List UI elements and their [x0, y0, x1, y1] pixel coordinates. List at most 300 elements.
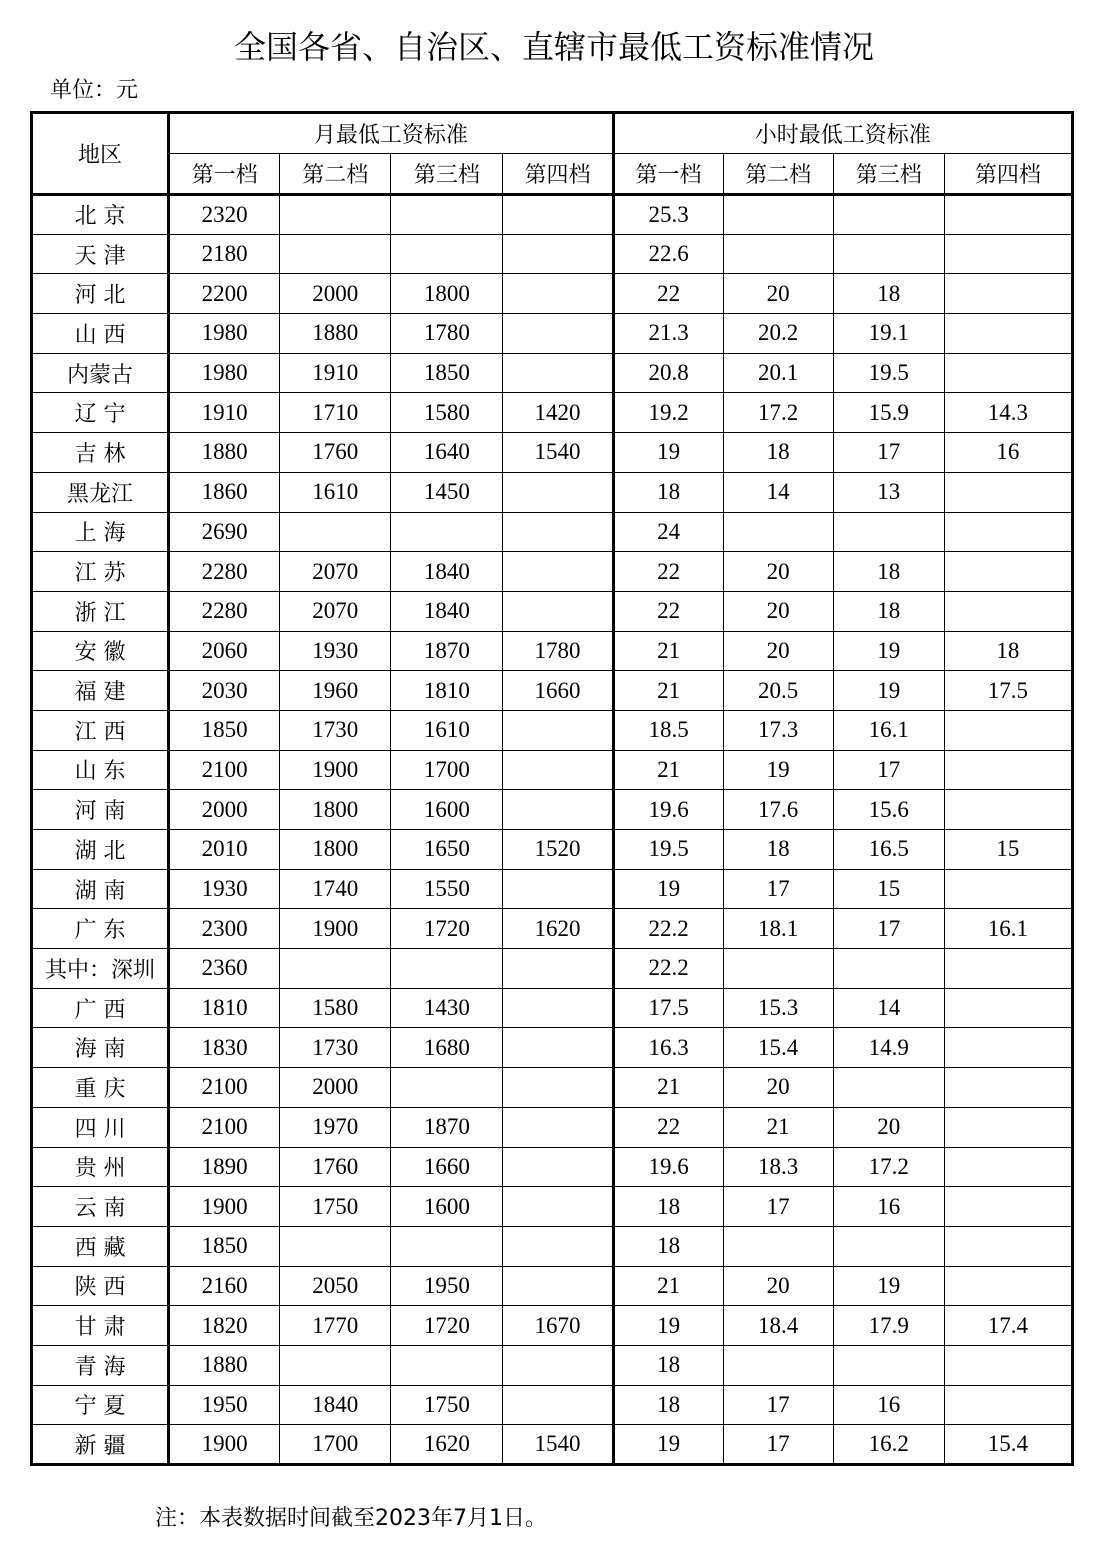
hourly-grade-4-cell: 14.3: [944, 393, 1072, 433]
region-cell: 海 南: [32, 1028, 169, 1068]
hourly-grade-4-cell: 16.1: [944, 909, 1072, 949]
hourly-grade-1-cell: 21: [613, 671, 723, 711]
hourly-grade-3-cell: [833, 234, 944, 274]
monthly-grade-4-cell: [503, 274, 613, 314]
monthly-grade-4-cell: [503, 790, 613, 830]
hourly-grade-3-cell: 16.1: [833, 710, 944, 750]
monthly-grade-1-cell: 1880: [169, 1345, 280, 1385]
monthly-grade-3-cell: 1580: [391, 393, 503, 433]
monthly-grade-3-cell: 1650: [391, 830, 503, 870]
hourly-grade-2-cell: 17: [723, 869, 833, 909]
monthly-grade-3-cell: 1750: [391, 1385, 503, 1425]
region-cell: 甘 肃: [32, 1306, 169, 1346]
table-row: [32, 988, 1073, 1028]
hourly-grade-3-cell: 15.6: [833, 790, 944, 830]
hourly-grade-2-cell: 20: [723, 274, 833, 314]
monthly-grade-1-cell: 1930: [169, 869, 280, 909]
monthly-grade-2-cell: 2070: [280, 591, 391, 631]
monthly-grade-1-cell: 2100: [169, 750, 280, 790]
monthly-grade-4-cell: 1660: [503, 671, 613, 711]
hourly-grade-3-cell: 16.5: [833, 830, 944, 870]
region-cell: 广 东: [32, 909, 169, 949]
monthly-grade-3-cell: 1720: [391, 909, 503, 949]
region-cell: 湖 北: [32, 830, 169, 870]
table-row: [32, 750, 1073, 790]
table-row: [32, 1107, 1073, 1147]
header-hourly-grade-3: 第三档: [833, 154, 944, 195]
monthly-grade-3-cell: 1870: [391, 631, 503, 671]
monthly-grade-1-cell: 2300: [169, 909, 280, 949]
monthly-grade-4-cell: [503, 591, 613, 631]
hourly-grade-1-cell: 19.6: [613, 790, 723, 830]
monthly-grade-3-cell: 1660: [391, 1147, 503, 1187]
hourly-grade-3-cell: 18: [833, 591, 944, 631]
hourly-grade-2-cell: 20: [723, 591, 833, 631]
hourly-grade-2-cell: 18.3: [723, 1147, 833, 1187]
monthly-grade-3-cell: 1840: [391, 552, 503, 592]
monthly-grade-2-cell: 1900: [280, 750, 391, 790]
hourly-grade-2-cell: 20.5: [723, 671, 833, 711]
monthly-grade-1-cell: 2010: [169, 830, 280, 870]
table-row: [32, 353, 1073, 393]
table-row: [32, 472, 1073, 512]
region-cell: 吉 林: [32, 433, 169, 473]
region-cell: 湖 南: [32, 869, 169, 909]
hourly-grade-4-cell: [944, 949, 1072, 989]
hourly-grade-4-cell: [944, 869, 1072, 909]
monthly-grade-1-cell: 1910: [169, 393, 280, 433]
hourly-grade-1-cell: 22: [613, 591, 723, 631]
hourly-grade-3-cell: 13: [833, 472, 944, 512]
monthly-grade-2-cell: 1930: [280, 631, 391, 671]
monthly-grade-3-cell: 1450: [391, 472, 503, 512]
hourly-grade-4-cell: 17.5: [944, 671, 1072, 711]
region-cell: 宁 夏: [32, 1385, 169, 1425]
hourly-grade-3-cell: 19: [833, 671, 944, 711]
unit-label: 单位：元: [50, 78, 139, 103]
hourly-grade-1-cell: 19.2: [613, 393, 723, 433]
table-row: [32, 314, 1073, 354]
table-row: [32, 1345, 1073, 1385]
monthly-grade-3-cell: 1600: [391, 790, 503, 830]
monthly-grade-1-cell: 2180: [169, 234, 280, 274]
hourly-grade-3-cell: [833, 195, 944, 235]
monthly-grade-1-cell: 2100: [169, 1068, 280, 1108]
table-row: [32, 949, 1073, 989]
table-row: [32, 274, 1073, 314]
hourly-grade-3-cell: [833, 949, 944, 989]
hourly-grade-4-cell: [944, 234, 1072, 274]
monthly-grade-3-cell: 1610: [391, 710, 503, 750]
hourly-grade-3-cell: 19: [833, 631, 944, 671]
monthly-grade-2-cell: [280, 512, 391, 552]
monthly-grade-3-cell: 1800: [391, 274, 503, 314]
hourly-grade-1-cell: 21.3: [613, 314, 723, 354]
monthly-grade-3-cell: [391, 1226, 503, 1266]
monthly-grade-3-cell: 1850: [391, 353, 503, 393]
hourly-grade-1-cell: 22: [613, 1107, 723, 1147]
hourly-grade-2-cell: 17: [723, 1425, 833, 1465]
monthly-grade-4-cell: [503, 1187, 613, 1227]
table-row: [32, 1226, 1073, 1266]
region-cell: 山 西: [32, 314, 169, 354]
monthly-grade-4-cell: [503, 234, 613, 274]
hourly-grade-4-cell: [944, 472, 1072, 512]
hourly-grade-3-cell: 20: [833, 1107, 944, 1147]
hourly-grade-2-cell: 14: [723, 472, 833, 512]
hourly-grade-1-cell: 21: [613, 631, 723, 671]
hourly-grade-1-cell: 19: [613, 1306, 723, 1346]
hourly-grade-3-cell: 19.1: [833, 314, 944, 354]
monthly-grade-3-cell: 1430: [391, 988, 503, 1028]
header-region: 地区: [32, 113, 169, 195]
hourly-grade-4-cell: [944, 314, 1072, 354]
hourly-grade-1-cell: 21: [613, 1266, 723, 1306]
monthly-grade-2-cell: 1970: [280, 1107, 391, 1147]
monthly-grade-2-cell: 1840: [280, 1385, 391, 1425]
monthly-grade-2-cell: [280, 195, 391, 235]
monthly-grade-3-cell: 1620: [391, 1425, 503, 1465]
region-cell: 云 南: [32, 1187, 169, 1227]
hourly-grade-1-cell: 18: [613, 472, 723, 512]
table-row: [32, 830, 1073, 870]
monthly-grade-3-cell: [391, 512, 503, 552]
hourly-grade-4-cell: [944, 988, 1072, 1028]
monthly-grade-4-cell: [503, 1028, 613, 1068]
monthly-grade-1-cell: 1950: [169, 1385, 280, 1425]
table-row: [32, 710, 1073, 750]
minimum-wage-table: [30, 111, 1074, 1466]
table-row: [32, 433, 1073, 473]
monthly-grade-4-cell: [503, 512, 613, 552]
hourly-grade-1-cell: 18: [613, 1187, 723, 1227]
hourly-grade-1-cell: 18: [613, 1385, 723, 1425]
monthly-grade-1-cell: 2100: [169, 1107, 280, 1147]
monthly-grade-2-cell: 1800: [280, 790, 391, 830]
hourly-grade-4-cell: [944, 1147, 1072, 1187]
monthly-grade-2-cell: 1760: [280, 433, 391, 473]
hourly-grade-3-cell: 17.9: [833, 1306, 944, 1346]
monthly-grade-3-cell: 1700: [391, 750, 503, 790]
region-cell: 江 西: [32, 710, 169, 750]
region-cell: 福 建: [32, 671, 169, 711]
region-cell: 四 川: [32, 1107, 169, 1147]
hourly-grade-3-cell: [833, 1068, 944, 1108]
hourly-grade-2-cell: 18: [723, 433, 833, 473]
region-cell: 辽 宁: [32, 393, 169, 433]
hourly-grade-1-cell: 20.8: [613, 353, 723, 393]
page-title: 全国各省、自治区、直辖市最低工资标准情况: [233, 28, 874, 66]
monthly-grade-2-cell: 2000: [280, 1068, 391, 1108]
monthly-grade-3-cell: 1640: [391, 433, 503, 473]
hourly-grade-2-cell: [723, 195, 833, 235]
header-hourly-grade-2: 第二档: [723, 154, 833, 195]
monthly-grade-1-cell: 2060: [169, 631, 280, 671]
monthly-grade-2-cell: [280, 1226, 391, 1266]
monthly-grade-4-cell: 1670: [503, 1306, 613, 1346]
hourly-grade-3-cell: 17: [833, 433, 944, 473]
hourly-grade-1-cell: 16.3: [613, 1028, 723, 1068]
hourly-grade-4-cell: [944, 1266, 1072, 1306]
hourly-grade-1-cell: 22: [613, 552, 723, 592]
hourly-grade-2-cell: 20: [723, 552, 833, 592]
monthly-grade-1-cell: 2320: [169, 195, 280, 235]
monthly-grade-4-cell: [503, 472, 613, 512]
monthly-grade-1-cell: 1860: [169, 472, 280, 512]
monthly-grade-3-cell: 1780: [391, 314, 503, 354]
region-cell: 重 庆: [32, 1068, 169, 1108]
monthly-grade-3-cell: 1950: [391, 1266, 503, 1306]
hourly-grade-1-cell: 18: [613, 1345, 723, 1385]
header-monthly-grade-4: 第四档: [503, 154, 613, 195]
monthly-grade-2-cell: 1760: [280, 1147, 391, 1187]
region-cell: 浙 江: [32, 591, 169, 631]
hourly-grade-1-cell: 25.3: [613, 195, 723, 235]
monthly-grade-3-cell: 1720: [391, 1306, 503, 1346]
hourly-grade-4-cell: 15: [944, 830, 1072, 870]
table-row: [32, 1068, 1073, 1108]
monthly-grade-1-cell: 1980: [169, 314, 280, 354]
table-row: [32, 1266, 1073, 1306]
hourly-grade-2-cell: [723, 1226, 833, 1266]
monthly-grade-1-cell: 2280: [169, 591, 280, 631]
hourly-grade-2-cell: 18.4: [723, 1306, 833, 1346]
monthly-grade-2-cell: 1750: [280, 1187, 391, 1227]
table-row: [32, 234, 1073, 274]
hourly-grade-2-cell: 21: [723, 1107, 833, 1147]
table-row: [32, 790, 1073, 830]
table-row: [32, 1187, 1073, 1227]
hourly-grade-3-cell: [833, 512, 944, 552]
hourly-grade-4-cell: [944, 195, 1072, 235]
monthly-grade-2-cell: [280, 234, 391, 274]
monthly-grade-2-cell: [280, 1345, 391, 1385]
hourly-grade-4-cell: [944, 552, 1072, 592]
region-cell: 河 北: [32, 274, 169, 314]
monthly-grade-4-cell: [503, 1226, 613, 1266]
monthly-grade-1-cell: 2160: [169, 1266, 280, 1306]
header-monthly-grade-3: 第三档: [391, 154, 503, 195]
region-cell: 内蒙古: [32, 353, 169, 393]
hourly-grade-3-cell: [833, 1345, 944, 1385]
hourly-grade-1-cell: 22.6: [613, 234, 723, 274]
table-row: [32, 393, 1073, 433]
monthly-grade-2-cell: 1800: [280, 830, 391, 870]
hourly-grade-2-cell: [723, 949, 833, 989]
monthly-grade-1-cell: 1880: [169, 433, 280, 473]
monthly-grade-2-cell: 2050: [280, 1266, 391, 1306]
hourly-grade-3-cell: 15: [833, 869, 944, 909]
hourly-grade-3-cell: 17: [833, 909, 944, 949]
monthly-grade-4-cell: [503, 710, 613, 750]
hourly-grade-1-cell: 17.5: [613, 988, 723, 1028]
monthly-grade-4-cell: [503, 195, 613, 235]
monthly-grade-1-cell: 1820: [169, 1306, 280, 1346]
monthly-grade-4-cell: [503, 314, 613, 354]
region-cell: 贵 州: [32, 1147, 169, 1187]
monthly-grade-2-cell: 1730: [280, 710, 391, 750]
header-monthly-grade-1: 第一档: [169, 154, 280, 195]
hourly-grade-3-cell: 16: [833, 1385, 944, 1425]
monthly-grade-4-cell: [503, 988, 613, 1028]
hourly-grade-2-cell: [723, 234, 833, 274]
hourly-grade-4-cell: [944, 274, 1072, 314]
monthly-grade-1-cell: 1810: [169, 988, 280, 1028]
hourly-grade-2-cell: 20: [723, 1068, 833, 1108]
table-row: [32, 552, 1073, 592]
region-cell: 西 藏: [32, 1226, 169, 1266]
hourly-grade-4-cell: 18: [944, 631, 1072, 671]
hourly-grade-4-cell: [944, 1028, 1072, 1068]
hourly-grade-4-cell: [944, 1385, 1072, 1425]
table-row: [32, 1028, 1073, 1068]
monthly-grade-1-cell: 1900: [169, 1425, 280, 1465]
hourly-grade-2-cell: 20.1: [723, 353, 833, 393]
hourly-grade-4-cell: [944, 1226, 1072, 1266]
monthly-grade-4-cell: [503, 1068, 613, 1108]
monthly-grade-3-cell: [391, 195, 503, 235]
region-cell: 新 疆: [32, 1425, 169, 1465]
table-row: [32, 869, 1073, 909]
region-cell: 青 海: [32, 1345, 169, 1385]
monthly-grade-1-cell: 1980: [169, 353, 280, 393]
hourly-grade-1-cell: 22.2: [613, 909, 723, 949]
table-row: [32, 631, 1073, 671]
monthly-grade-3-cell: [391, 234, 503, 274]
hourly-grade-3-cell: 17: [833, 750, 944, 790]
table-row: [32, 1306, 1073, 1346]
hourly-grade-1-cell: 21: [613, 1068, 723, 1108]
monthly-grade-2-cell: 1580: [280, 988, 391, 1028]
monthly-grade-3-cell: [391, 949, 503, 989]
monthly-grade-3-cell: [391, 1345, 503, 1385]
table-row: [32, 1425, 1073, 1465]
monthly-grade-3-cell: 1550: [391, 869, 503, 909]
hourly-grade-2-cell: 17.6: [723, 790, 833, 830]
monthly-grade-1-cell: 2360: [169, 949, 280, 989]
monthly-grade-3-cell: 1680: [391, 1028, 503, 1068]
monthly-grade-4-cell: [503, 1147, 613, 1187]
hourly-grade-4-cell: [944, 591, 1072, 631]
monthly-grade-2-cell: 1610: [280, 472, 391, 512]
region-cell: 上 海: [32, 512, 169, 552]
hourly-grade-2-cell: 19: [723, 750, 833, 790]
hourly-grade-2-cell: 17: [723, 1187, 833, 1227]
monthly-grade-4-cell: [503, 353, 613, 393]
hourly-grade-1-cell: 19: [613, 1425, 723, 1465]
monthly-grade-2-cell: 1730: [280, 1028, 391, 1068]
header-hourly: 小时最低工资标准: [613, 113, 1072, 154]
hourly-grade-2-cell: [723, 1345, 833, 1385]
region-cell: 江 苏: [32, 552, 169, 592]
monthly-grade-1-cell: 2000: [169, 790, 280, 830]
hourly-grade-4-cell: [944, 1187, 1072, 1227]
hourly-grade-1-cell: 19: [613, 433, 723, 473]
header-monthly: 月最低工资标准: [169, 113, 613, 154]
hourly-grade-2-cell: 15.3: [723, 988, 833, 1028]
header-hourly-grade-4: 第四档: [944, 154, 1072, 195]
monthly-grade-4-cell: [503, 1107, 613, 1147]
hourly-grade-1-cell: 21: [613, 750, 723, 790]
monthly-grade-4-cell: 1420: [503, 393, 613, 433]
hourly-grade-4-cell: [944, 353, 1072, 393]
monthly-grade-4-cell: 1620: [503, 909, 613, 949]
header-monthly-grade-2: 第二档: [280, 154, 391, 195]
hourly-grade-2-cell: 20: [723, 1266, 833, 1306]
region-cell: 其中：深圳: [32, 949, 169, 989]
monthly-grade-2-cell: 1740: [280, 869, 391, 909]
region-cell: 天 津: [32, 234, 169, 274]
monthly-grade-2-cell: 1900: [280, 909, 391, 949]
region-cell: 陕 西: [32, 1266, 169, 1306]
hourly-grade-1-cell: 18.5: [613, 710, 723, 750]
hourly-grade-2-cell: 18: [723, 830, 833, 870]
hourly-grade-1-cell: 19.6: [613, 1147, 723, 1187]
hourly-grade-3-cell: 16: [833, 1187, 944, 1227]
hourly-grade-3-cell: 16.2: [833, 1425, 944, 1465]
region-cell: 山 东: [32, 750, 169, 790]
hourly-grade-2-cell: 20.2: [723, 314, 833, 354]
table-row: [32, 1385, 1073, 1425]
hourly-grade-4-cell: 15.4: [944, 1425, 1072, 1465]
header-hourly-grade-1: 第一档: [613, 154, 723, 195]
monthly-grade-3-cell: 1810: [391, 671, 503, 711]
monthly-grade-3-cell: 1840: [391, 591, 503, 631]
table-row: [32, 591, 1073, 631]
hourly-grade-4-cell: [944, 1068, 1072, 1108]
monthly-grade-3-cell: 1870: [391, 1107, 503, 1147]
hourly-grade-3-cell: 14: [833, 988, 944, 1028]
monthly-grade-2-cell: 1960: [280, 671, 391, 711]
hourly-grade-4-cell: 17.4: [944, 1306, 1072, 1346]
table-row: [32, 909, 1073, 949]
monthly-grade-4-cell: 1520: [503, 830, 613, 870]
monthly-grade-4-cell: 1540: [503, 1425, 613, 1465]
hourly-grade-4-cell: [944, 1107, 1072, 1147]
monthly-grade-2-cell: 1770: [280, 1306, 391, 1346]
hourly-grade-3-cell: 19.5: [833, 353, 944, 393]
hourly-grade-1-cell: 24: [613, 512, 723, 552]
table-row: [32, 671, 1073, 711]
region-cell: 河 南: [32, 790, 169, 830]
monthly-grade-2-cell: 1880: [280, 314, 391, 354]
table-row: [32, 195, 1073, 235]
hourly-grade-1-cell: 22.2: [613, 949, 723, 989]
footnote: 注：本表数据时间截至2023年7月1日。: [155, 1506, 547, 1531]
monthly-grade-4-cell: [503, 1345, 613, 1385]
monthly-grade-4-cell: 1780: [503, 631, 613, 671]
hourly-grade-3-cell: 15.9: [833, 393, 944, 433]
hourly-grade-3-cell: 18: [833, 274, 944, 314]
monthly-grade-1-cell: 2690: [169, 512, 280, 552]
region-cell: 北 京: [32, 195, 169, 235]
monthly-grade-4-cell: [503, 1385, 613, 1425]
monthly-grade-2-cell: 1710: [280, 393, 391, 433]
hourly-grade-1-cell: 22: [613, 274, 723, 314]
table-body: [32, 195, 1073, 1465]
monthly-grade-3-cell: 1600: [391, 1187, 503, 1227]
monthly-grade-4-cell: [503, 750, 613, 790]
monthly-grade-1-cell: 1850: [169, 1226, 280, 1266]
hourly-grade-3-cell: 18: [833, 552, 944, 592]
region-cell: 广 西: [32, 988, 169, 1028]
monthly-grade-2-cell: 1910: [280, 353, 391, 393]
monthly-grade-2-cell: 1700: [280, 1425, 391, 1465]
monthly-grade-1-cell: 2280: [169, 552, 280, 592]
monthly-grade-3-cell: [391, 1068, 503, 1108]
monthly-grade-1-cell: 1830: [169, 1028, 280, 1068]
hourly-grade-3-cell: 19: [833, 1266, 944, 1306]
